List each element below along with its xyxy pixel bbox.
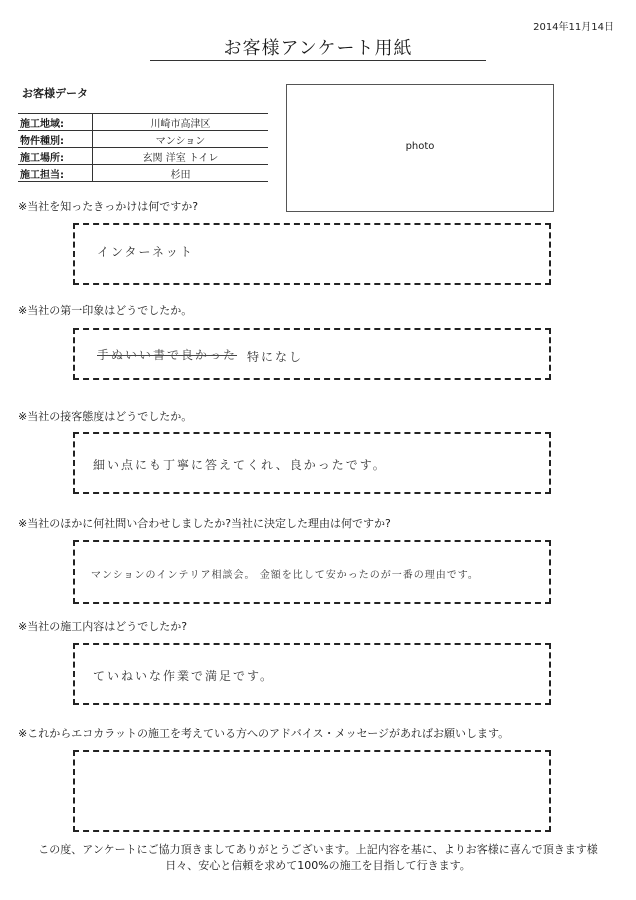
question-3: ※当社の接客態度はどうでしたか。 [18,410,193,423]
customer-data-heading: お客様データ [22,87,88,100]
question-1: ※当社を知ったきっかけは何ですか? [18,200,199,213]
answer-box-1 [73,223,551,285]
row-value: マンション [93,131,269,148]
answer-2: 特になし [247,350,304,364]
photo-label: photo [405,141,435,152]
survey-date: 2014年11月14日 [533,22,614,33]
answer-3: 細い点にも丁寧に答えてくれ、良かったです。 [93,458,387,472]
photo-placeholder [286,84,554,212]
page-title: お客様アンケート用紙 [223,38,413,59]
row-value: 川崎市高津区 [93,114,269,131]
customer-row-property-type [18,131,268,148]
answer-2-struck: 手ぬいい書で良かった [97,348,238,362]
question-6: ※これからエコカラットの施工を考えている方へのアドバイス・メッセージがあればお願いします。 [18,727,510,740]
answer-4: マンションのインテリア相談会。 金額を比して安かったのが一番の理由です。 [91,570,479,581]
row-value: 杉田 [93,165,269,182]
row-label: 施工担当: [18,165,93,182]
customer-row-area [18,114,268,131]
row-label: 物件種別: [18,131,93,148]
answer-box-4 [73,540,551,604]
row-value: 玄関 洋室 トイレ [93,148,269,165]
answer-1: インターネット [97,245,194,259]
customer-row-location [18,148,268,165]
question-4: ※当社のほかに何社問い合わせしましたか?当社に決定した理由は何ですか? [18,517,391,530]
footer-message [0,842,636,874]
row-label: 施工場所: [18,148,93,165]
question-5: ※当社の施工内容はどうでしたか? [18,620,188,633]
customer-data-table [18,113,268,182]
footer-line-2: 日々、安心と信頼を求めて100%の施工を目指して行きます。 [165,859,471,872]
row-label: 施工地域: [18,114,93,131]
answer-5: ていねいな作業で満足です。 [93,669,275,683]
answer-box-3 [73,432,551,494]
answer-box-2 [73,328,551,380]
footer-line-1: この度、アンケートにご協力頂きましてありがとうございます。上記内容を基に、よりお客様に喜んで頂きます様 [38,843,598,856]
question-2: ※当社の第一印象はどうでしたか。 [18,304,193,317]
title-underline [150,60,486,61]
answer-box-5 [73,643,551,705]
answer-box-6 [73,750,551,832]
customer-row-staff [18,165,268,182]
